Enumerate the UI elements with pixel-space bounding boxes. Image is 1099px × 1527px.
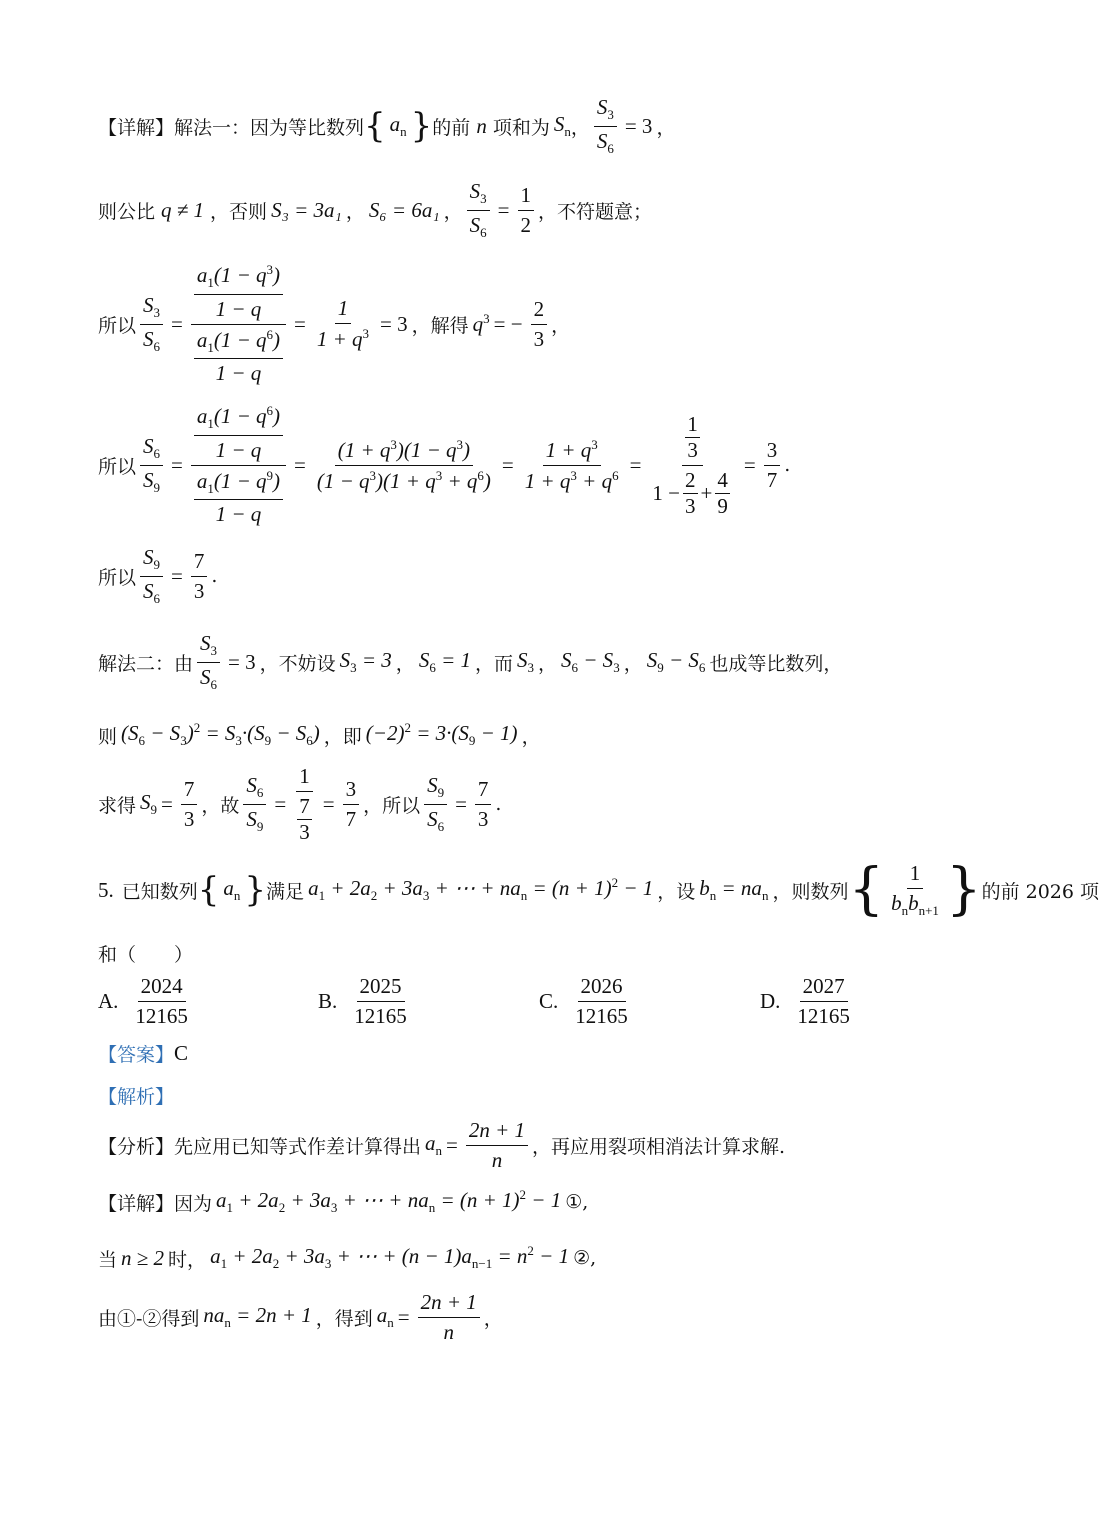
fraction: $\frac{1}{b_nb_{n+1}}$ bbox=[891, 860, 939, 919]
text: ，再应用裂项相消法计算求解. bbox=[532, 1135, 786, 1158]
fraction: $\frac{7}{3}$ bbox=[475, 777, 492, 832]
fraction-s3-s6: $\frac{S_3}{S_6}$ bbox=[594, 95, 617, 156]
math: $S_3$ bbox=[517, 647, 534, 676]
fraction-s3-s6: $\frac{S_3}{S_6}$ bbox=[197, 631, 220, 692]
text: 满足 bbox=[266, 880, 305, 903]
math: $a_n$ bbox=[223, 875, 241, 904]
numerator: 2025 bbox=[357, 974, 405, 1002]
math: $b_n = na_n$ bbox=[699, 875, 769, 904]
denominator: 12165 bbox=[797, 1004, 850, 1028]
text: ①, bbox=[565, 1191, 589, 1213]
math: $a_n$ bbox=[389, 111, 407, 140]
op: = bbox=[274, 791, 287, 816]
fraction-s6-s9: $\frac{S_6}{S_9}$ bbox=[243, 773, 266, 834]
text: 的前 bbox=[432, 116, 471, 139]
text: 由①-②得到 bbox=[98, 1307, 200, 1330]
fraction-s9-s6: $\frac{S_9}{S_6}$ bbox=[140, 545, 163, 606]
denominator: 12165 bbox=[135, 1004, 188, 1028]
fraction-half: $\frac{1}{2}$ bbox=[518, 183, 535, 238]
answer-line bbox=[98, 1038, 1020, 1068]
text: 则 bbox=[98, 725, 118, 748]
op: = bbox=[497, 197, 510, 222]
text: 已知数列 bbox=[121, 880, 198, 903]
math: $S_9$ bbox=[140, 789, 158, 818]
text: ，不妨设 bbox=[259, 652, 336, 675]
fraction-s6-s9: $\frac{S_6}{S_9}$ bbox=[140, 434, 163, 495]
geometric-mean-line bbox=[98, 712, 1020, 758]
math: S₃ = 3a₁ bbox=[271, 197, 342, 222]
answer-value: C bbox=[174, 1040, 189, 1065]
fraction: $\frac{3}{7}$ bbox=[764, 438, 781, 493]
choice-c[interactable] bbox=[539, 974, 635, 1029]
text: 解法二：由 bbox=[98, 652, 194, 675]
math: S₆ = 6a₁ bbox=[368, 197, 440, 222]
brace: } bbox=[244, 870, 267, 910]
text: 【详解】因为 bbox=[98, 1192, 213, 1215]
solution2-line bbox=[98, 632, 1020, 692]
text: . bbox=[784, 454, 791, 476]
text: ，得到 bbox=[315, 1307, 373, 1330]
fraction bbox=[132, 974, 191, 1029]
compound-fraction: $a_1(1 - q^6)$ 1 − q $a_1(1 - q^9)$ 1 − q bbox=[191, 403, 286, 526]
denominator: 12165 bbox=[575, 1004, 628, 1028]
text: ， bbox=[538, 652, 558, 675]
text: ， bbox=[395, 652, 415, 675]
math: q ≠ 1 bbox=[161, 197, 205, 222]
text: 所以 bbox=[98, 566, 137, 589]
text: 当 bbox=[98, 1248, 118, 1271]
text: 时， bbox=[168, 1248, 207, 1271]
text: 则公比 bbox=[98, 200, 156, 223]
text: 的前 2026 项 bbox=[981, 880, 1099, 903]
fraction-s3-s6: $\frac{S_3}{S_6}$ bbox=[140, 293, 163, 354]
analysis-line bbox=[98, 1080, 1020, 1110]
text: ，所以 bbox=[363, 794, 421, 817]
brace: { bbox=[848, 857, 885, 922]
brace: } bbox=[945, 857, 982, 922]
fraction: $\frac{1}{1 + q^3}$ bbox=[316, 296, 370, 351]
text: ， bbox=[521, 725, 541, 748]
choice-label: B. bbox=[318, 989, 338, 1013]
text: 【详解】解法一：因为等比数列 bbox=[98, 116, 365, 139]
math: $a_1 + 2a_2 + 3a_3$ + ⋯ + $(n - 1)a_{n-1} = n^2 - 1$ bbox=[210, 1243, 570, 1272]
compound-fraction: $a_1(1 - q^3)$ 1 − q $a_1(1 - q^6)$ 1 − q bbox=[191, 262, 286, 385]
choice-label: D. bbox=[760, 989, 781, 1013]
math-n: n bbox=[476, 113, 487, 138]
math: $na_n = 2n + 1$ bbox=[203, 1302, 312, 1331]
math: $q^3$ bbox=[472, 311, 490, 336]
text: ，设 bbox=[657, 880, 696, 903]
fraction: $\frac{1 + q^3}{1 + q^3 + q^6}$ bbox=[524, 436, 619, 493]
op: = bbox=[294, 452, 306, 477]
fraction bbox=[351, 974, 410, 1029]
text: ，故 bbox=[201, 794, 240, 817]
from-line bbox=[98, 1288, 1020, 1346]
op: = bbox=[743, 452, 756, 477]
text: ， bbox=[483, 1307, 503, 1330]
ratio-not-one-line bbox=[98, 180, 1020, 240]
s9-s6-result-line bbox=[98, 546, 1020, 606]
text: 所以 bbox=[98, 314, 137, 337]
math: $S_9 - S_6$ bbox=[646, 647, 706, 676]
fraction: 1 3 1 − 2 3 + 4 9 bbox=[652, 411, 728, 518]
text: ，不符题意； bbox=[538, 200, 653, 223]
math: $S_6 - S_3$ bbox=[561, 647, 620, 676]
solve-s9-line bbox=[98, 762, 1020, 846]
op: = bbox=[161, 791, 173, 816]
text: ， bbox=[623, 652, 643, 675]
text: 求得 bbox=[98, 794, 137, 817]
text: 所以 bbox=[98, 455, 137, 478]
when-line bbox=[98, 1238, 1020, 1278]
text: ， bbox=[551, 314, 571, 337]
fraction: $\frac{2n + 1}{n}$ bbox=[466, 1118, 528, 1173]
text: 也成等比数列， bbox=[709, 652, 843, 675]
analysis-tag: 【解析】 bbox=[98, 1085, 175, 1108]
fraction: $\frac{7}{3}$ bbox=[181, 777, 198, 832]
text: ， bbox=[345, 200, 365, 223]
math: $a_n$ bbox=[425, 1130, 443, 1159]
fraction: 1 7 3 bbox=[294, 764, 315, 845]
numerator: 2026 bbox=[578, 974, 626, 1002]
fraction bbox=[572, 974, 631, 1029]
text: ，而 bbox=[474, 652, 513, 675]
text: ，解得 bbox=[411, 314, 469, 337]
fraction: $\frac{2n + 1}{n}$ bbox=[418, 1290, 480, 1345]
op: = 3 bbox=[624, 113, 653, 138]
math: $(-2)^2 = 3\cdot(S_9 - 1)$ bbox=[365, 720, 518, 749]
solution1-intro-line bbox=[98, 96, 1020, 156]
brace: { bbox=[197, 870, 220, 910]
op: = bbox=[171, 563, 183, 588]
question-number: 5. bbox=[98, 877, 114, 902]
op: = bbox=[171, 311, 183, 336]
op: = 3 bbox=[380, 311, 408, 336]
question-5-stem bbox=[98, 857, 1099, 922]
fraction-s3-s6: $\frac{S_3}{S_6}$ bbox=[467, 179, 490, 240]
op: = bbox=[397, 1304, 410, 1329]
numerator: 2027 bbox=[800, 974, 848, 1002]
text: ，即 bbox=[323, 725, 362, 748]
op: = bbox=[446, 1132, 458, 1157]
numerator: 2024 bbox=[138, 974, 186, 1002]
op: = bbox=[501, 452, 514, 477]
brace: } bbox=[410, 106, 433, 146]
op: = bbox=[322, 791, 335, 816]
choice-label: A. bbox=[98, 989, 119, 1013]
math: $a_1 + 2a_2 + 3a_3$ + ⋯ + $na_n = (n + 1)^2 - 1$ bbox=[308, 875, 654, 904]
text: ，否则 bbox=[210, 200, 268, 223]
math: $a_1 + 2a_2 + 3a_3$ + ⋯ + $na_n = (n + 1)^2 - 1$ bbox=[216, 1187, 562, 1216]
text: ， bbox=[656, 116, 676, 139]
denominator: 12165 bbox=[354, 1004, 407, 1028]
op: = bbox=[455, 791, 467, 816]
solve-q3-line bbox=[98, 258, 1020, 390]
answer-tag: 【答案】 bbox=[98, 1043, 175, 1066]
op: = bbox=[171, 452, 183, 477]
fraction: $\frac{(1 + q^3)(1 - q^3)}{(1 - q^3)(1 + q^3 + q^6)}$ bbox=[316, 436, 491, 493]
text: . bbox=[211, 565, 218, 587]
math: $S_3 = 3$ bbox=[339, 647, 392, 676]
text: 项和为 bbox=[492, 116, 550, 139]
text: ②, bbox=[573, 1247, 597, 1269]
fraction bbox=[794, 974, 853, 1029]
math: $(S_6 - S_3)^2 = S_3\cdot(S_9 - S_6)$ bbox=[121, 720, 320, 749]
math: $S_n$ bbox=[553, 111, 571, 140]
xiangjie-line bbox=[98, 1182, 1020, 1222]
text: 和（ ） bbox=[98, 943, 194, 966]
choice-b[interactable] bbox=[318, 974, 414, 1029]
text: ， bbox=[570, 116, 590, 139]
math: $S_6 = 1$ bbox=[418, 647, 471, 676]
brace: { bbox=[364, 106, 386, 146]
op: = 3 bbox=[228, 649, 256, 674]
fraction-s9-s6: $\frac{S_9}{S_6}$ bbox=[424, 773, 447, 834]
text: 【分析】先应用已知等式作差计算得出 bbox=[98, 1135, 422, 1158]
choice-a[interactable] bbox=[98, 974, 195, 1029]
math: $a_n$ bbox=[376, 1302, 394, 1331]
text: . bbox=[495, 793, 502, 815]
question-5-stem-end bbox=[98, 936, 1020, 970]
text: ， bbox=[443, 200, 463, 223]
op: = bbox=[294, 311, 306, 336]
math: n ≥ 2 bbox=[121, 1245, 165, 1270]
choice-d[interactable] bbox=[760, 974, 857, 1029]
fenxi-line bbox=[98, 1116, 1020, 1174]
choice-label: C. bbox=[539, 989, 559, 1013]
fraction: $\frac{7}{3}$ bbox=[191, 549, 208, 604]
fraction: $\frac{3}{7}$ bbox=[343, 777, 360, 832]
fraction: $\frac{2}{3}$ bbox=[531, 297, 548, 352]
s6-s9-ratio-line bbox=[98, 398, 1020, 532]
op: = − bbox=[493, 311, 523, 336]
op: = bbox=[629, 452, 642, 477]
text: ，则数列 bbox=[772, 880, 849, 903]
